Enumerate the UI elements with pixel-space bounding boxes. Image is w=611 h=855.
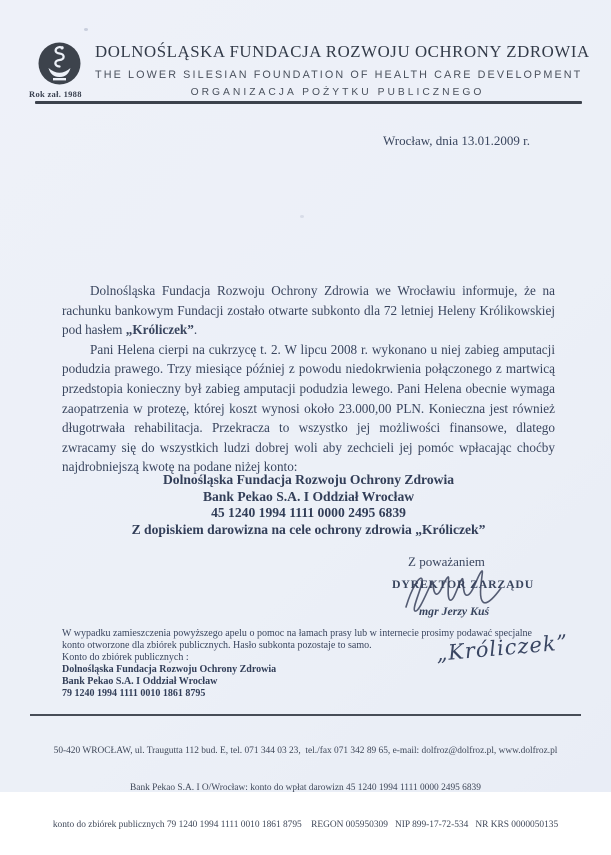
director-title: DYREKTOR ZARZĄDU [392,577,535,591]
footer-rule [30,714,581,716]
scan-speck [300,215,304,218]
paragraph-1 [62,281,555,340]
handwritten-keyword: „Króliczek” [435,630,570,666]
org-status: ORGANIZACJA POŻYTKU PUBLICZNEGO [190,87,485,98]
public-account-label: Konto do zbiórek publicznych : [62,652,189,663]
footer-line-3: konto do zbiórek publicznych 79 1240 1994 1111 0010 1861 8795 REGON 005950309 NIP 899-17-72-534 NR KRS 0000050135 [52,819,559,830]
public-account-bank: Bank Pekao S.A. I Oddział Wrocław [62,675,218,687]
scan-speck [84,28,88,31]
footer [18,721,593,855]
public-account-name: Dolnośląska Fundacja Rozwoju Ochrony Zdrowia [62,664,277,675]
public-account-number: 79 1240 1994 1111 0010 1861 8795 [62,687,206,699]
header-rule [35,101,582,104]
donation-account-number: 45 1240 1994 1111 0000 2495 6839 [211,505,406,521]
paragraph-1-end: . [193,322,198,338]
closing-phrase: Z poważaniem [408,554,485,569]
signer-name: mgr Jerzy Kuś [419,604,490,618]
footer-line-2: Bank Pekao S.A. I O/Wrocław: konto do wpłat darowizn 45 1240 1994 1111 0000 2495 6839 [130,783,481,794]
donation-account-name: Dolnośląska Fundacja Rozwoju Ochrony Zdrowia [162,472,455,487]
letter-body [62,281,555,477]
paragraph-1-keyword: „Króliczek” [125,322,194,338]
paragraph-1-text: Dolnośląska Fundacja Rozwoju Ochrony Zdrowia we Wrocławiu informuje, że na rachunku bankowym Fundacji zostało otwarte subkonto dla 72 letniej Heleny Królikowskiej pod hasłem [62,283,555,338]
founded-year-label: Rok zał. 1988 [29,89,82,99]
letterhead-titles [95,42,590,98]
public-account-block [62,664,276,699]
donation-account-memo: Z dopiskiem darowizna na cele ochrony zdrowia „Króliczek” [131,521,486,537]
bowl-of-hygieia-icon [37,41,82,86]
donation-account-bank: Bank Pekao S.A. I Oddział Wrocław [202,488,415,504]
org-name-en: THE LOWER SILESIAN FOUNDATION OF HEALTH CARE DEVELOPMENT [95,69,583,81]
paragraph-2: Pani Helena cierpi na cukrzycę t. 2. W lipcu 2008 r. wykonano u niej zabieg amputacji podudzia prawego. Trzy miesiące później z powodu niedokrwienia połączonego z martwicą przedstopia konieczny był zabieg amputacji podudzia lewego. Pani Helena obecnie wymaga zaopatrzenia w protezę, której koszt wynosi około 23.000,00 PLN. Konieczna jest również długotrwała rehabilitacja. Przekracza to wszystko jej możliwości finansowe, dlatego zwracamy się do wszystkich ludzi dobrej woli aby zechcieli jej pomóc wpłacając choćby najdrobniejszą kwotę na podane niżej konto: [62,341,555,475]
foundation-logo [37,41,82,86]
donation-account-block [62,472,555,538]
footer-line-1: 50-420 WROCŁAW, ul. Traugutta 112 bud. E, tel. 071 344 03 23, tel./fax 071 342 89 65, e-mail: dolfroz@dolfroz.pl, www.dolfroz.pl [53,746,558,757]
public-collection-note: W wypadku zamieszczenia powyższego apelu o pomoc na łamach prasy lub w internecie prosimy podawać specjalne konto otworzone dla zbiórek publicznych. Hasło subkonta pozostaje to samo. [62,628,532,652]
date-line: Wrocław, dnia 13.01.2009 r. [383,133,531,148]
org-name-pl: DOLNOŚLĄSKA FUNDACJA ROZWOJU OCHRONY ZDROWIA [95,42,590,61]
